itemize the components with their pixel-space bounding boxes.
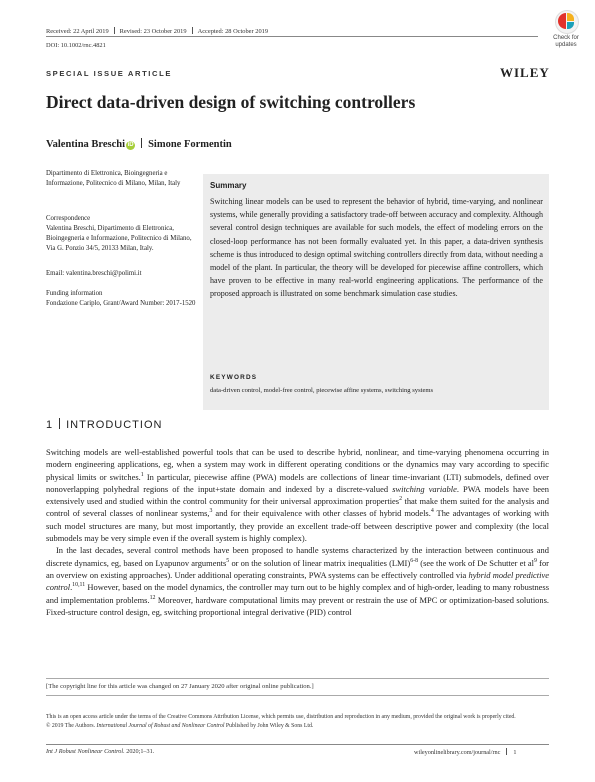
citation[interactable]: 2 xyxy=(399,496,403,503)
citation[interactable]: 6-8 xyxy=(410,557,419,564)
citation-footer: Int J Robust Nonlinear Control. 2020;1–31. xyxy=(46,748,155,755)
badge-label: Check for updates xyxy=(553,35,579,48)
paragraph: In the last decades, several control methods have been proposed to handle systems characterized by the interaction between continuous and discrete dynamics, eg, based on Lyapunov arguments$^5$ or on the solution of linear matrix inequalities (LMI)$^{6-8}$ (see the work of De Schutter et $al^9$ for an overview on existing approaches). Under additional operating constraints, PWA systems can be effectively controlled via hybrid model predictive control.$^{10,11}$ However, based on the model dynamics, the controller may turn out to be highly complex and of high-order, leading to many robustness and implementation problems.$^{12}$ Moreover, hardware computational limits may prevent or restrain the use of MPC or optimization-based solutions. Fixed-structure control design, eg, switching proportional integral derivative (PID) control xyxy=(46,545,549,617)
footer-rule xyxy=(46,744,549,745)
section-heading xyxy=(46,418,162,431)
affiliation: Dipartimento di Elettronica, Bioingegneria e Informazione, Politecnico di Milano, Milan, Italy xyxy=(46,170,181,188)
divider xyxy=(141,138,142,148)
paragraph: Switching models are well-established powerful tools that can be used to describe hybrid, nonlinear, and time-varying phenomena occurring in modern engineering applications, eg, when a system may work in different operating conditions or the dynamics may vary according to specific physical limits or switches.$^1$ In particular, piecewise affine (PWA) models are collections of linear time-invariant (LTI) submodels, defined over nonoverlapping polyhedral regions of the input+state domain and indexed by a discrete-valued switching variable. PWA models have been extensively used and studied within the control community for their universal approximation properties$^2$ that make them suited for the analysis and control of several classes of nonlinear systems,$^3$ and for their equivalence with other classes of hybrid models.$^4$ The advantages of working with such model structures are many, but most importantly, they provide an excellent trade-off between descriptive power and complexity (the local submodels may be very simple even if the overall system is highly complex). xyxy=(46,447,550,544)
article-type: SPECIAL ISSUE ARTICLE xyxy=(46,69,173,78)
correspondence-email[interactable]: Email: valentina.breschi@polimi.it xyxy=(46,270,142,277)
license-note xyxy=(46,713,549,730)
citation[interactable]: 9 xyxy=(534,557,537,564)
citation[interactable]: 3 xyxy=(209,508,213,515)
revised-date: Revised: 23 October 2019 xyxy=(119,28,187,35)
journal-url[interactable]: wileyonlinelibrary.com/journal/rnc xyxy=(414,749,501,756)
divider xyxy=(192,27,193,34)
author-name[interactable]: Valentina Breschi xyxy=(46,139,126,150)
article-history xyxy=(46,27,268,35)
doi[interactable]: DOI: 10.1002/rnc.4821 xyxy=(46,42,106,49)
paper-title: Direct data-driven design of switching controllers xyxy=(46,92,416,112)
page-number: 1 xyxy=(513,749,517,756)
correspondence-text: Valentina Breschi, Dipartimento di Elettronica, Bioingegneria e Informazione, Politecnico di Milano, Via G. Ponzio 34/5, 20133 Milan, Italy. xyxy=(46,225,192,253)
funding-heading: Funding information xyxy=(46,290,103,297)
author-name[interactable]: Simone Formentin xyxy=(148,139,232,150)
keywords-heading: KEYWORDS xyxy=(210,374,258,381)
summary-text: Switching linear models can be used to represent the behavior of hybrid, time-varying, and nonlinear systems, while generally providing a satisfactory trade-off between accuracy and complexity. Although several control design techniques are available for such models, the effect of modeling errors on the closed-loop performance has not been formally evaluated yet. In this paper, a data-driven synthesis scheme is thus introduced to design optimal switching controllers directly from data, without needing a model of the plant. In particular, the theory will be developed for piecewise affine controllers, which have proven to be effective in many real-world engineering applications. The performance of the proposed approach is illustrated on some benchmark simulation case studies. xyxy=(210,197,543,299)
citation[interactable]: 10,11 xyxy=(72,582,86,589)
citation[interactable]: 12 xyxy=(149,594,156,601)
author-list xyxy=(46,138,232,150)
section-number: 1 xyxy=(46,419,54,431)
note-rule xyxy=(46,678,549,679)
body-text xyxy=(46,446,549,618)
publisher-logo: WILEY xyxy=(500,65,550,80)
footer-right xyxy=(414,748,516,756)
copyright-change-note: [The copyright line for this article was changed on 27 January 2020 after original online publication.] xyxy=(46,683,314,690)
accepted-date: Accepted: 28 October 2019 xyxy=(197,28,269,35)
summary-heading: Summary xyxy=(210,181,247,190)
header-rule xyxy=(46,36,538,37)
section-title: INTRODUCTION xyxy=(66,419,163,431)
correspondence-heading: Correspondence xyxy=(46,215,91,222)
divider xyxy=(506,748,507,755)
orcid-icon[interactable]: iD xyxy=(127,142,134,148)
divider xyxy=(59,418,60,429)
citation[interactable]: 5 xyxy=(226,557,230,564)
citation[interactable]: 1 xyxy=(140,471,144,478)
license-text: This is an open access article under the terms of the Creative Commons Attribution License, which permits use, distribution and reproduction in any medium, provided the original work is properly cited. xyxy=(46,714,516,720)
copyright-line: © 2019 The Authors. International Journal of Robust and Nonlinear Control Published by John Wiley & Sons Ltd. xyxy=(46,722,314,729)
check-for-updates-badge[interactable] xyxy=(546,8,586,52)
funding-text: Fondazione Cariplo, Grant/Award Number: 2017-1520 xyxy=(46,300,196,307)
divider xyxy=(114,27,115,34)
received-date: Received: 22 April 2019 xyxy=(46,28,109,35)
keywords-list: data-driven control, model-free control, piecewise affine systems, switching systems xyxy=(210,387,434,394)
citation[interactable]: 4 xyxy=(430,508,434,515)
note-rule xyxy=(46,695,549,696)
